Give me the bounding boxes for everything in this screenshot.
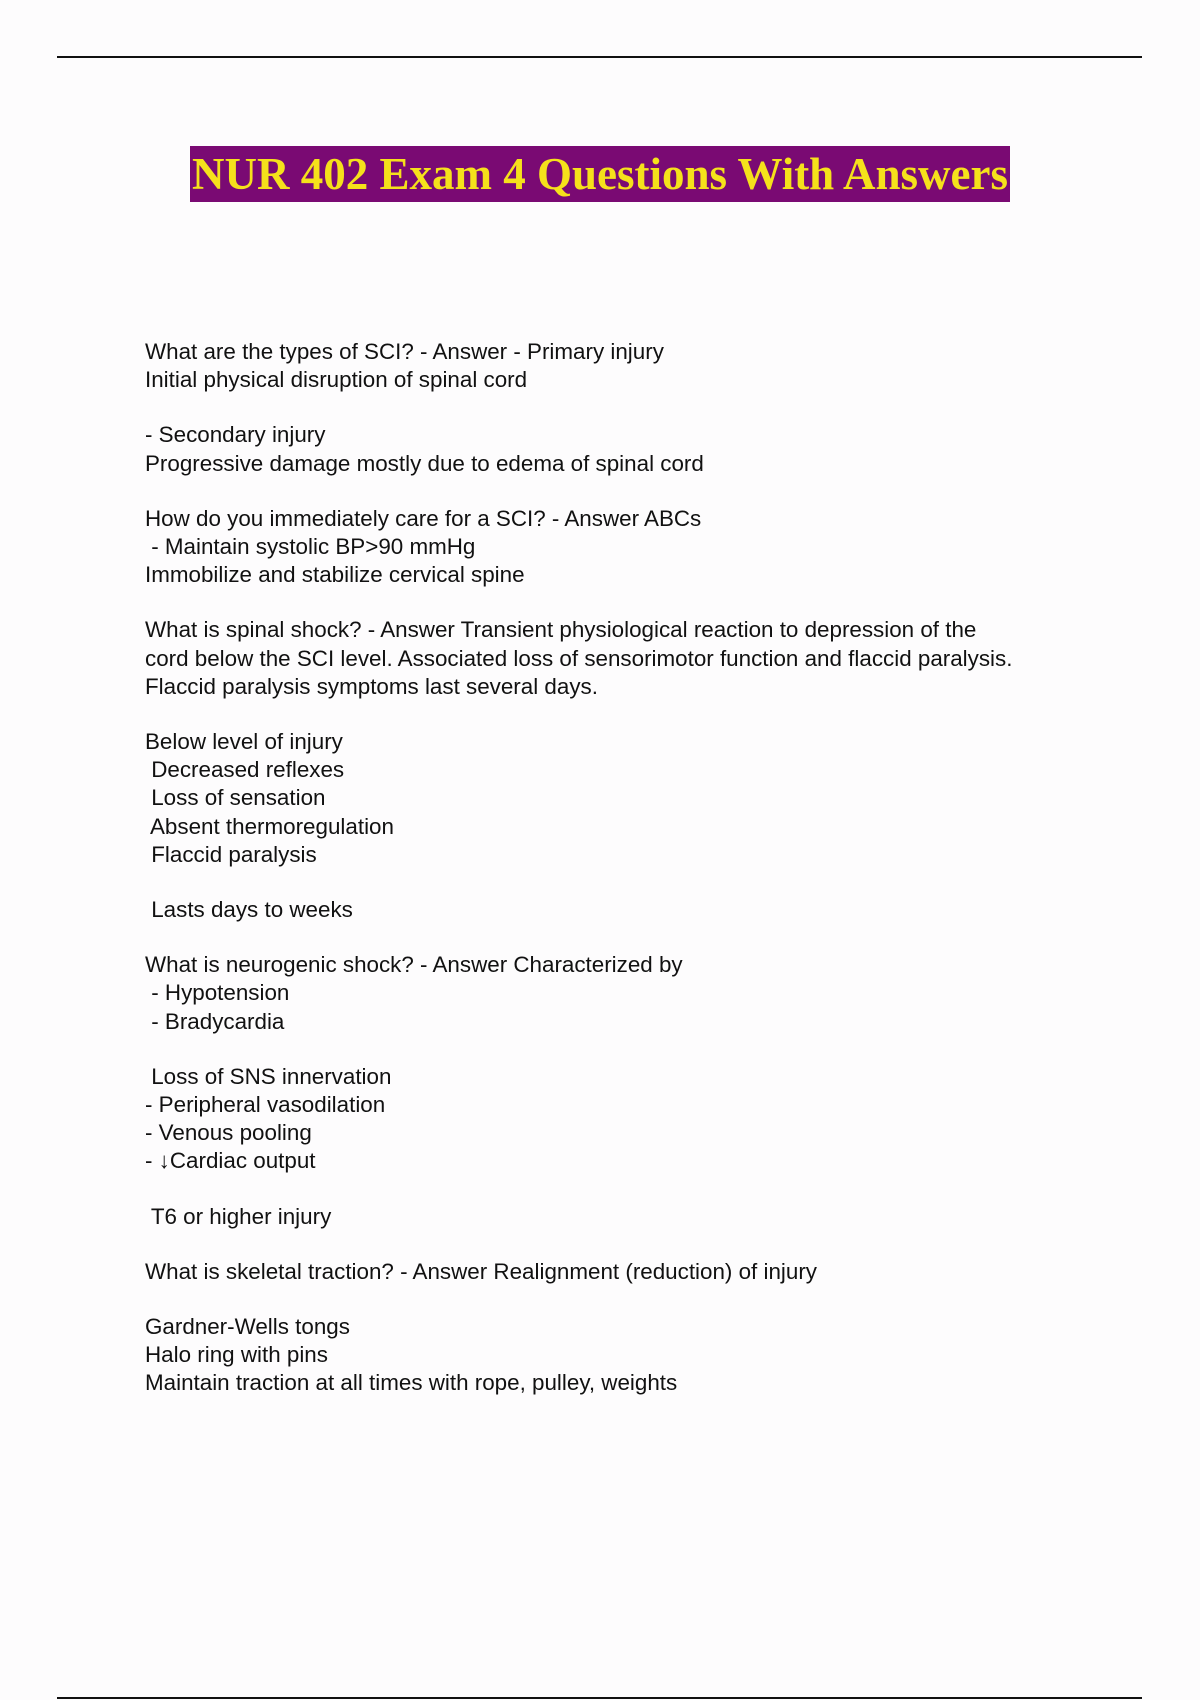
paragraph: [145, 616, 1105, 701]
document-body: [145, 338, 1105, 1398]
paragraph: [145, 421, 1105, 477]
paragraph: [145, 1313, 1105, 1398]
text-line: Flaccid paralysis: [145, 841, 317, 867]
paragraph: [145, 1063, 1105, 1176]
text-line: Flaccid paralysis symptoms last several days.: [145, 673, 598, 699]
text-line: Immobilize and stabilize cervical spine: [145, 562, 525, 588]
text-line: Gardner-Wells tongs: [145, 1314, 350, 1340]
text-line: What is spinal shock? - Answer Transient physiological reaction to depression of the: [145, 617, 977, 643]
text-line: cord below the SCI level. Associated loss of sensorimotor function and flaccid paralysis.: [145, 645, 1013, 671]
title-container: [0, 146, 1200, 202]
text-line: - Maintain systolic BP>90 mmHg: [145, 534, 476, 560]
text-line: Progressive damage mostly due to edema of spinal cord: [145, 450, 704, 476]
text-line: What are the types of SCI? - Answer - Primary injury: [145, 339, 664, 364]
paragraph: [145, 1258, 1105, 1286]
text-line: - Bradycardia: [145, 1008, 285, 1034]
text-line: What is skeletal traction? - Answer Realignment (reduction) of injury: [145, 1258, 818, 1284]
text-line: Loss of SNS innervation: [145, 1063, 392, 1089]
top-rule: [57, 56, 1142, 58]
text-line: - ↓Cardiac output: [145, 1148, 316, 1174]
text-line: T6 or higher injury: [145, 1203, 332, 1229]
bottom-rule: [57, 1697, 1142, 1699]
paragraph: [145, 728, 1105, 869]
text-line: - Peripheral vasodilation: [145, 1092, 386, 1118]
paragraph: [145, 896, 1105, 924]
paragraph: [145, 951, 1105, 1036]
text-line: Maintain traction at all times with rope, pulley, weights: [145, 1370, 678, 1396]
text-line: - Secondary injury: [145, 422, 326, 448]
text-line: Lasts days to weeks: [145, 897, 353, 923]
paragraph: [145, 505, 1105, 590]
text-line: Halo ring with pins: [145, 1342, 328, 1368]
text-line: - Venous pooling: [145, 1120, 312, 1146]
text-line: Absent thermoregulation: [145, 813, 394, 839]
paragraph: [145, 1203, 1105, 1231]
text-line: Initial physical disruption of spinal cord: [145, 367, 528, 393]
text-line: Decreased reflexes: [145, 757, 345, 783]
text-line: Below level of injury: [145, 729, 343, 755]
text-line: What is neurogenic shock? - Answer Characterized by: [145, 952, 683, 978]
text-line: How do you immediately care for a SCI? - Answer ABCs: [145, 505, 702, 531]
text-line: Loss of sensation: [145, 785, 326, 811]
paragraph: [145, 338, 1105, 394]
text-line: - Hypotension: [145, 980, 290, 1006]
document-title: NUR 402 Exam 4 Questions With Answers: [190, 146, 1010, 202]
